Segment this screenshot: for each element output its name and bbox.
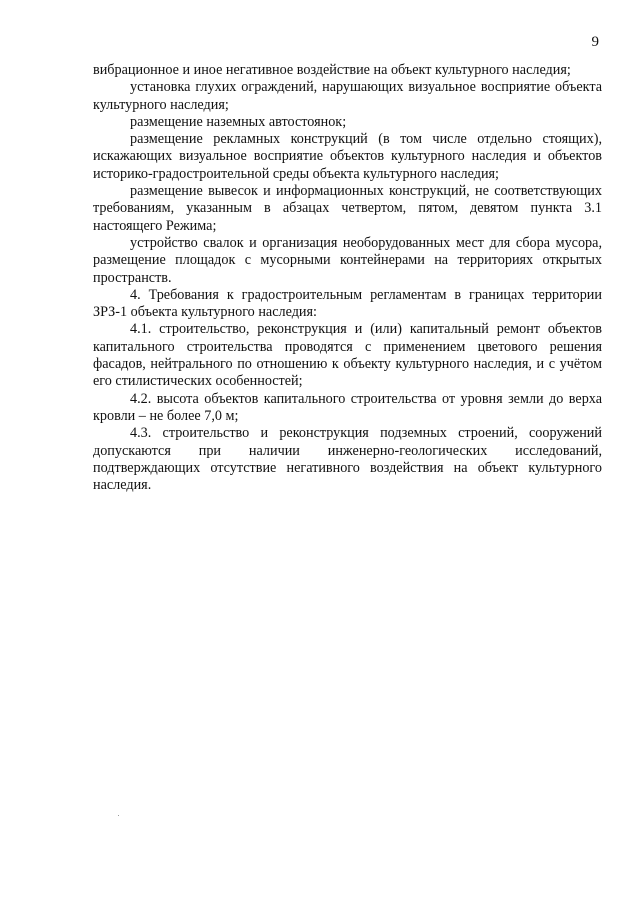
paragraph-vibration-impact: вибрационное и иное негативное воздействие на объект культурного наследия; — [93, 62, 571, 78]
section-4-heading: 4. Требования к градостроительным регламентам в границах территории ЗРЗ-1 объекта культурного наследия: — [93, 286, 602, 321]
scan-speck — [118, 815, 119, 816]
clause-4-1: 4.1. строительство, реконструкция и (или) капитальный ремонт объектов капитального строительства проводятся с применением цветового решения фасадов, нейтрального по отношению к объекту культурного наследия, и с учётом его стилистических особенностей; — [93, 321, 602, 390]
paragraph-ground-parking: размещение наземных автостоянок; — [130, 113, 347, 130]
paragraph-waste-sites: устройство свалок и организация необорудованных мест для сбора мусора, размещение площадок с мусорными контейнерами на территориях открытых пространств. — [93, 234, 602, 286]
document-body — [93, 62, 602, 494]
clause-4-2: 4.2. высота объектов капитального строительства от уровня земли до верха кровли – не более 7,0 м; — [93, 390, 602, 424]
paragraph-advertising-structures: размещение рекламных конструкций (в том числе отдельно стоящих), искажающих визуальное восприятие объектов культурного наследия и объектов историко-градостроительной среды объекта культурного наследия; — [93, 131, 602, 182]
clause-4-3: 4.3. строительство и реконструкция подземных строений, сооружений допускаются при наличии инженерно-геологических исследований, подтверждающих отсутствие негативного воздействия на объект культурного наследия. — [93, 425, 602, 494]
paragraph-signboards: размещение вывесок и информационных конструкций, не соответствующих требованиям, указанным в абзацах четвертом, пятом, девятом пункта 3.1 настоящего Режима; — [93, 183, 602, 234]
page-number: 9 — [591, 34, 599, 50]
paragraph-blind-fences: установка глухих ограждений, нарушающих визуальное восприятие объекта культурного наследия; — [93, 79, 602, 113]
